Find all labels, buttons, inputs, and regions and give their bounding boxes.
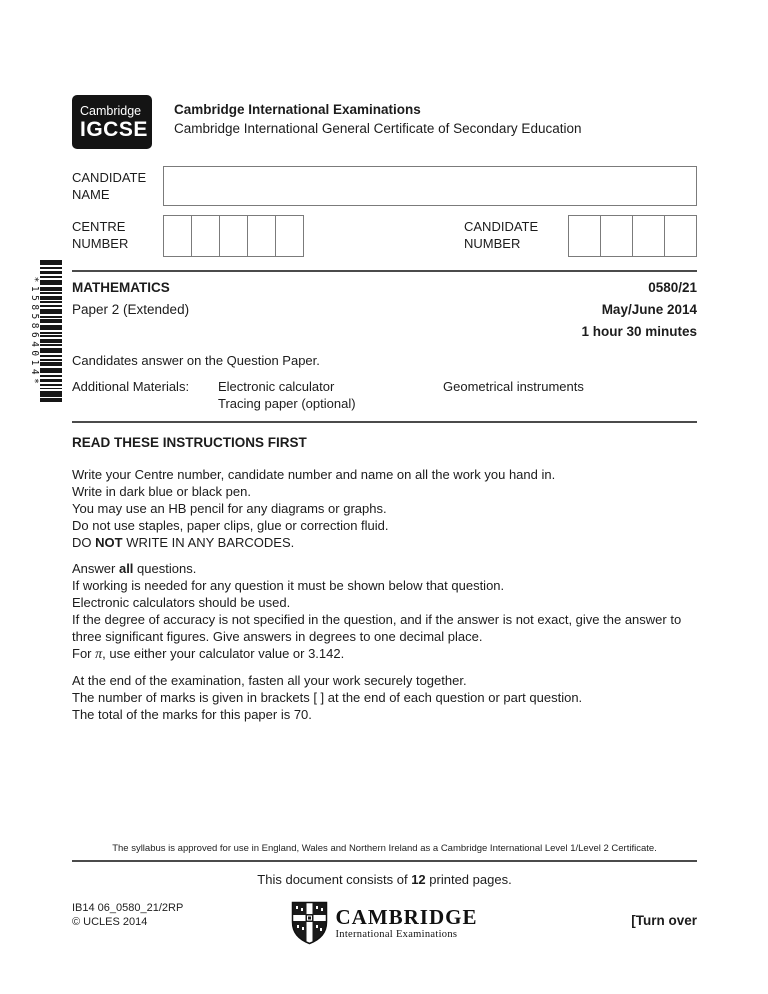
- paper-reference: IB14 06_0580_21/2RP: [72, 902, 184, 914]
- logo-cambridge-text: Cambridge: [80, 103, 142, 118]
- barcode: [28, 260, 62, 404]
- material-item: Electronic calculator: [218, 379, 335, 394]
- divider: [72, 421, 697, 423]
- number-row: [72, 215, 697, 257]
- pi-symbol: π: [95, 647, 103, 662]
- cambridge-shield-icon: [291, 901, 328, 945]
- subject-block: [72, 277, 697, 412]
- cambridge-igcse-logo: [72, 95, 152, 149]
- cambridge-logo-subtitle: International Examinations: [335, 928, 458, 940]
- candidate-number-cell[interactable]: [568, 215, 601, 257]
- materials-label: Additional Materials:: [72, 379, 190, 394]
- instruction-line: If working is needed for any question it must be shown below that question.: [72, 578, 505, 593]
- barcode-digits: *1585864014*: [29, 276, 40, 388]
- cambridge-logo-name: CAMBRIDGE: [335, 904, 478, 929]
- footer: [72, 843, 697, 945]
- syllabus-note: The syllabus is approved for use in England, Wales and Northern Ireland as a Cambridge International Level 1/Level 2 Certificate.: [112, 843, 657, 854]
- exam-duration: 1 hour 30 minutes: [581, 324, 697, 339]
- turn-over-note: [Turn over: [631, 913, 697, 928]
- divider: [72, 270, 697, 272]
- certificate-subtitle: Cambridge International General Certificate of Secondary Education: [174, 121, 582, 136]
- centre-number-label: CENTRE NUMBER: [72, 219, 129, 251]
- centre-number-cell[interactable]: [219, 215, 248, 257]
- paper-title: Paper 2 (Extended): [72, 302, 190, 317]
- instruction-line: Do not use staples, paper clips, glue or correction fluid.: [72, 518, 389, 533]
- instructions-paragraph-1: [72, 466, 697, 551]
- page-count-note: This document consists of 12 printed pages.: [257, 872, 512, 887]
- organization-title: Cambridge International Examinations: [174, 102, 421, 117]
- centre-number-cell[interactable]: [247, 215, 276, 257]
- cambridge-footer-logo: [291, 901, 477, 945]
- instruction-line: You may use an HB pencil for any diagrams or graphs.: [72, 501, 387, 516]
- candidate-name-input[interactable]: [163, 166, 697, 206]
- barcode-bars-icon: [40, 260, 62, 404]
- instruction-line: three significant figures. Give answers in degrees to one decimal place.: [72, 629, 483, 644]
- instructions-paragraph-3: [72, 672, 697, 723]
- instruction-line: Write in dark blue or black pen.: [72, 484, 251, 499]
- centre-number-cell[interactable]: [163, 215, 192, 257]
- subject-name: MATHEMATICS: [72, 280, 170, 295]
- instruction-line: DO NOT WRITE IN ANY BARCODES.: [72, 535, 295, 550]
- candidate-name-label: CANDIDATE NAME: [72, 170, 147, 202]
- candidate-number-label: CANDIDATE NUMBER: [464, 219, 539, 251]
- instruction-line: The number of marks is given in brackets [ ] at the end of each question or part question.: [72, 690, 583, 705]
- material-item: Geometrical instruments: [443, 379, 584, 394]
- instructions-heading: READ THESE INSTRUCTIONS FIRST: [72, 435, 307, 450]
- candidate-number-input: [568, 215, 697, 257]
- instruction-line: At the end of the examination, fasten all your work securely together.: [72, 673, 467, 688]
- instruction-line: Answer all questions.: [72, 561, 197, 576]
- candidate-number-cell[interactable]: [632, 215, 665, 257]
- centre-number-cell[interactable]: [275, 215, 304, 257]
- header: [72, 95, 697, 149]
- instructions-paragraph-2: [72, 560, 697, 663]
- instructions: [72, 435, 697, 723]
- exam-session: May/June 2014: [601, 302, 697, 317]
- instruction-line: The total of the marks for this paper is 70.: [72, 707, 312, 722]
- additional-materials: [72, 378, 697, 412]
- instruction-line: For π, use either your calculator value or 3.142.: [72, 646, 345, 662]
- instruction-line: If the degree of accuracy is not specified in the question, and if the answer is not exact, give the answer to: [72, 612, 682, 627]
- centre-number-input: [163, 215, 304, 257]
- paper-code: 0580/21: [648, 280, 697, 295]
- candidate-number-cell[interactable]: [600, 215, 633, 257]
- candidate-name-row: [72, 166, 697, 206]
- divider: [72, 860, 697, 862]
- answer-note: Candidates answer on the Question Paper.: [72, 353, 320, 368]
- material-item: Tracing paper (optional): [218, 396, 356, 411]
- logo-igcse-text: IGCSE: [80, 117, 148, 141]
- centre-number-cell[interactable]: [191, 215, 220, 257]
- instruction-line: Write your Centre number, candidate number and name on all the work you hand in.: [72, 467, 556, 482]
- copyright-notice: © UCLES 2014: [72, 916, 148, 928]
- instruction-line: Electronic calculators should be used.: [72, 595, 291, 610]
- candidate-number-cell[interactable]: [664, 215, 697, 257]
